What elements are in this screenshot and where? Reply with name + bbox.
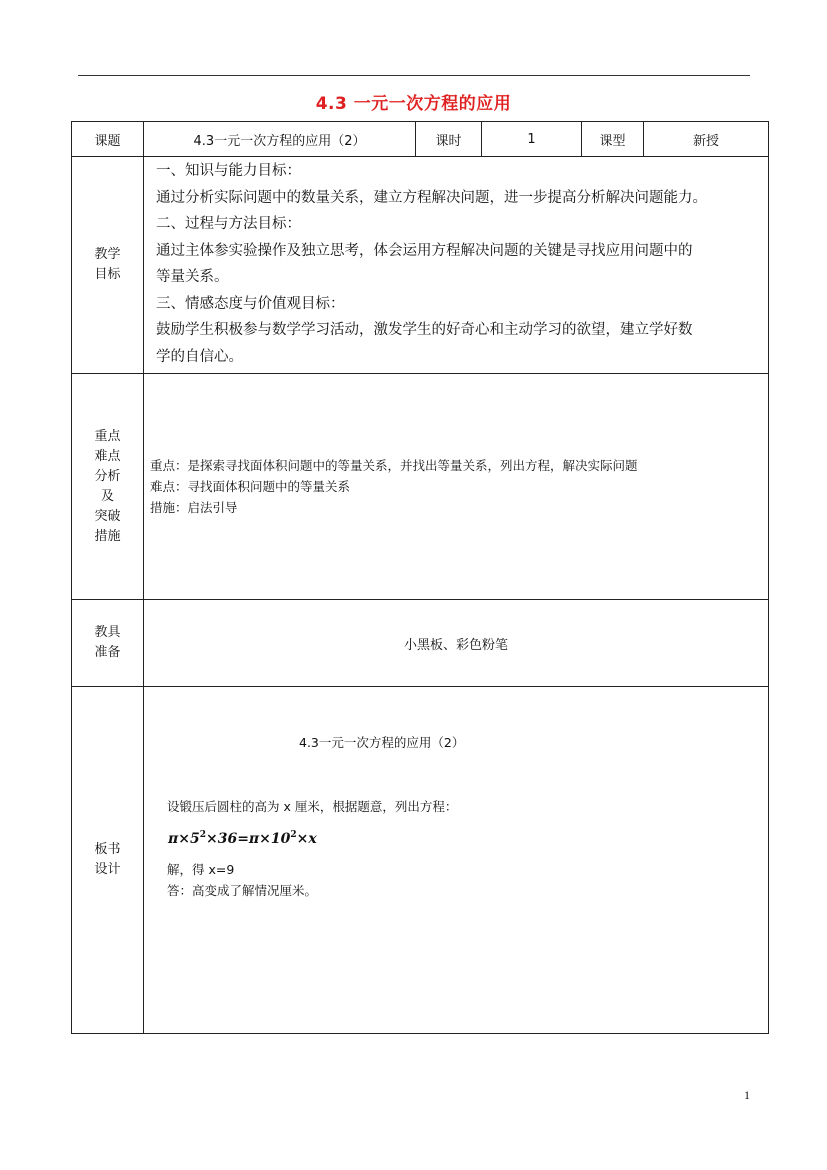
board-solution: 解，得 x=9: [167, 862, 235, 877]
equation-part: π×5: [168, 831, 200, 847]
equation-exponent: 2: [290, 830, 297, 840]
objectives-row: [72, 157, 769, 374]
objective-line: 等量关系。: [156, 269, 229, 285]
key-points-row: [72, 374, 769, 600]
type-label: 课型: [582, 122, 644, 157]
objectives-label-line2: 目标: [94, 267, 121, 282]
objective-line: 一、知识与能力目标：: [156, 163, 301, 179]
tools-value: 小黑板、彩色粉笔: [144, 600, 769, 687]
objective-line: 通过主体参实验操作及独立思考，体会运用方程解决问题的关键是寻找应用问题中的: [156, 242, 693, 259]
key-points-label: [72, 374, 144, 600]
equation-part: ×36=π×10: [205, 831, 291, 847]
board-answer: 答：高变成了解情况厘米。: [167, 883, 318, 898]
topic-label: 课题: [72, 122, 144, 157]
tools-row: [72, 600, 769, 687]
objective-line: 学的自信心。: [156, 348, 243, 365]
key-difficulty: 难点：寻找面体积问题中的等量关系: [150, 479, 351, 494]
board-content: [144, 687, 769, 1034]
page-number: 1: [744, 1088, 750, 1102]
hours-value: 1: [482, 122, 582, 157]
objectives-label: [72, 157, 144, 374]
tools-label-line2: 准备: [94, 645, 121, 660]
key-label-line: 重点: [94, 428, 121, 444]
hours-label: 课时: [416, 122, 482, 157]
board-label-line1: 板书: [94, 842, 121, 857]
tools-label-line1: 教具: [94, 625, 121, 640]
objective-line: 通过分析实际问题中的数量关系，建立方程解决问题，进一步提高分析解决问题能力。: [156, 189, 707, 206]
objectives-content: [144, 157, 769, 374]
key-label-line: 难点: [94, 448, 121, 464]
objective-line: 三、情感态度与价值观目标：: [156, 295, 345, 312]
type-value: 新授: [644, 122, 769, 157]
objective-line: 鼓励学生积极参与数学学习活动，激发学生的好奇心和主动学习的欲望，建立学好数: [156, 322, 693, 338]
board-equation: [168, 830, 317, 847]
key-label-line: 分析: [94, 468, 121, 484]
board-label: [72, 687, 144, 1034]
tools-label: [72, 600, 144, 687]
document-title: 4.3 一元一次方程的应用: [315, 94, 512, 114]
topic-value: 4.3一元一次方程的应用（2）: [144, 122, 416, 157]
key-label-line: 及: [100, 488, 114, 504]
key-points-content: [144, 374, 769, 600]
key-measures: 措施：启法引导: [150, 500, 238, 515]
equation-part: ×x: [296, 831, 317, 847]
objective-line: 二、过程与方法目标：: [156, 216, 301, 232]
board-setup: 设锻压后圆柱的高为 x 厘米，根据题意，列出方程：: [167, 799, 458, 814]
board-label-line2: 设计: [94, 862, 121, 877]
key-label-line: 措施: [94, 528, 121, 544]
key-label-line: 突破: [94, 508, 121, 524]
lesson-plan-table: [71, 121, 769, 1034]
board-title: 4.3一元一次方程的应用（2）: [299, 735, 465, 750]
header-rule: [78, 75, 750, 76]
header-row: [72, 122, 769, 157]
equation-exponent: 2: [199, 830, 206, 840]
objectives-label-line1: 教学: [94, 247, 121, 262]
key-focus: 重点：是探索寻找面体积问题中的等量关系，并找出等量关系，列出方程，解决实际问题: [150, 458, 638, 473]
board-row: [72, 687, 769, 1034]
